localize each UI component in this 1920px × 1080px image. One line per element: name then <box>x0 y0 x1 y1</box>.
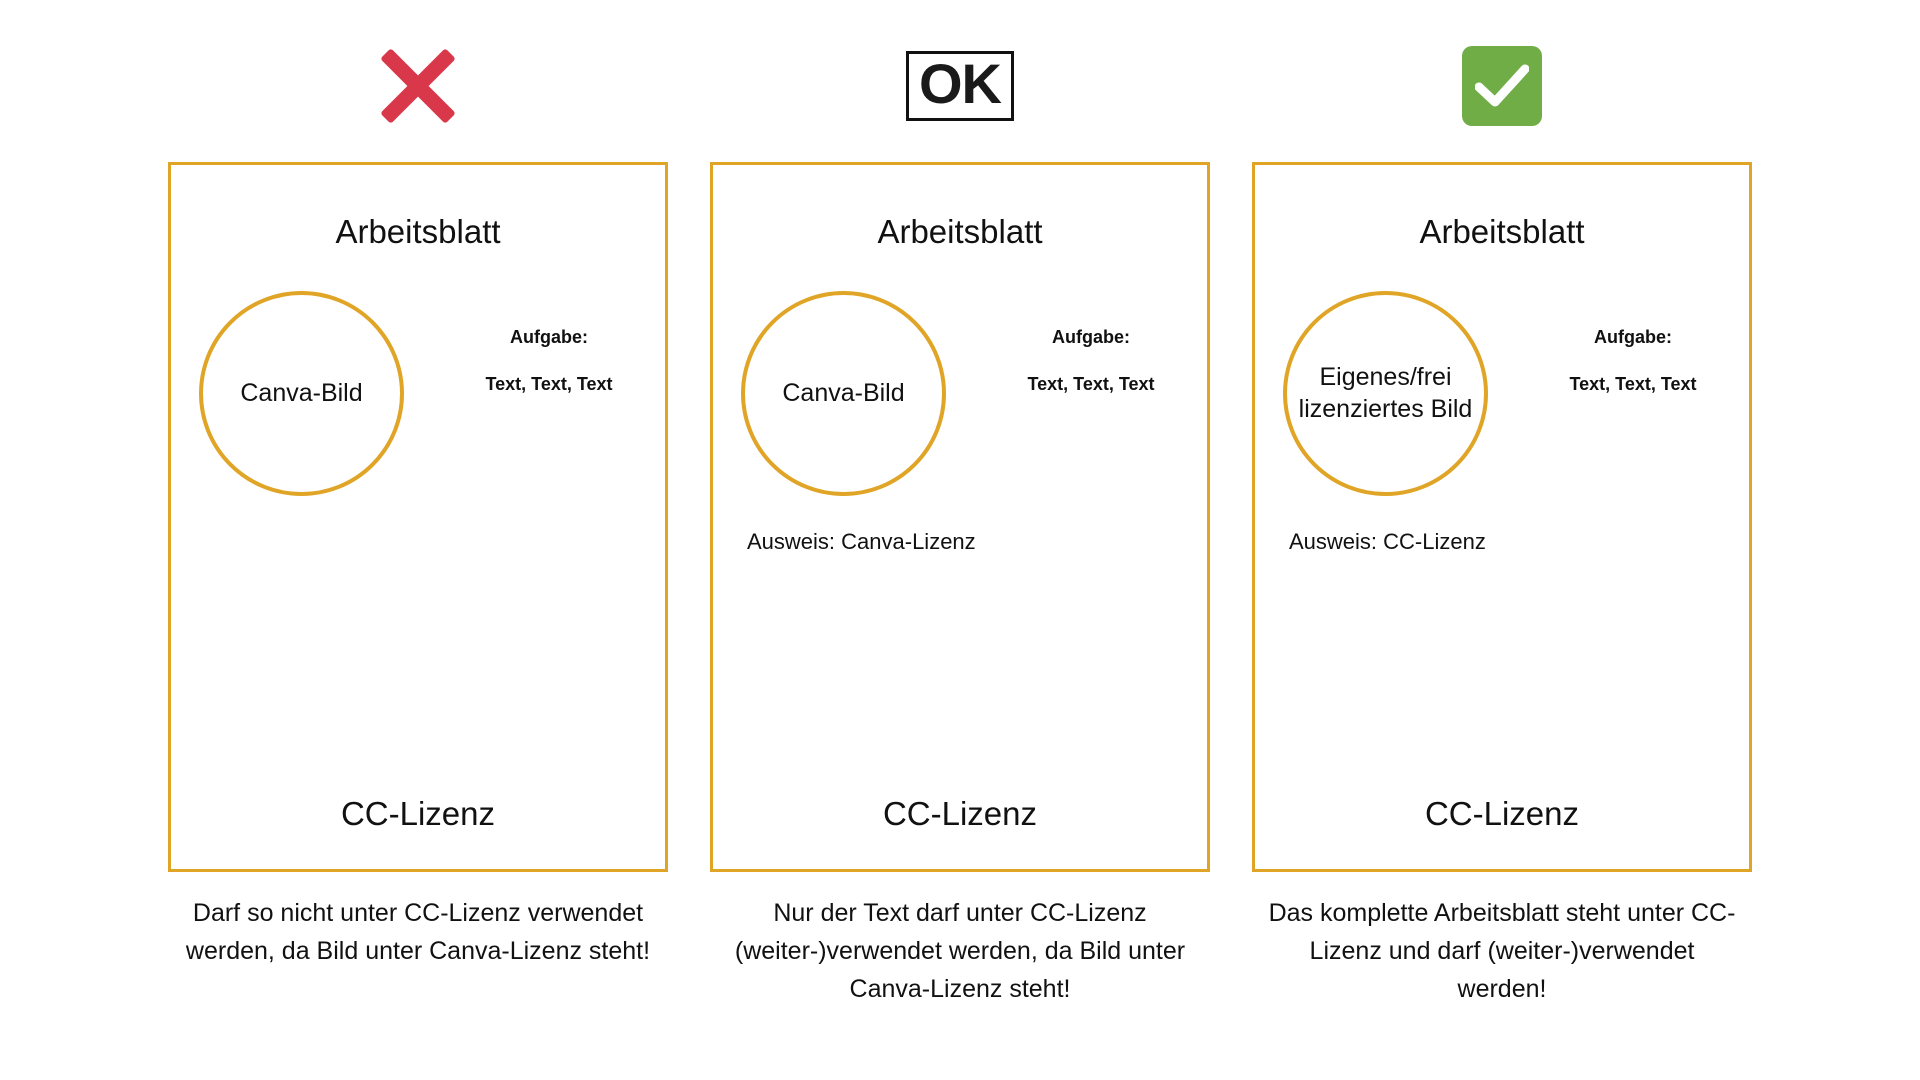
worksheet-footer-license: CC-Lizenz <box>340 795 496 832</box>
column-not-allowed <box>168 26 668 970</box>
worksheet-footer-license: CC-Lizenz <box>882 795 1038 832</box>
status-area <box>906 26 1014 146</box>
image-placeholder: Canva-Bild <box>741 291 946 496</box>
license-note: Ausweis: CC-Lizenz <box>1289 529 1486 554</box>
worksheet-footer-license: CC-Lizenz <box>1424 795 1580 832</box>
worksheet-card <box>168 162 668 872</box>
column-partially-allowed <box>710 26 1210 1008</box>
status-area <box>375 26 461 146</box>
worksheet-body <box>171 281 665 511</box>
image-placeholder: Canva-Bild <box>199 291 404 496</box>
worksheet-card <box>710 162 1210 872</box>
task-text: Text, Text, Text <box>485 374 613 394</box>
task-block <box>439 327 659 395</box>
check-icon <box>1462 46 1542 126</box>
caption: Darf so nicht unter CC-Lizenz verwendet werden, da Bild unter Canva-Lizenz steht! <box>185 899 651 965</box>
task-label: Aufgabe: <box>1594 327 1672 347</box>
caption: Nur der Text darf unter CC-Lizenz (weiter-)verwendet werden, da Bild unter Canva-Lizenz steht! <box>734 899 1186 1003</box>
worksheet-title: Arbeitsblatt <box>1419 213 1585 250</box>
task-block <box>981 327 1201 395</box>
license-note: Ausweis: Canva-Lizenz <box>747 529 976 554</box>
task-label: Aufgabe: <box>1052 327 1130 347</box>
column-allowed <box>1252 26 1752 1008</box>
image-placeholder: Eigenes/frei lizenziertes Bild <box>1283 291 1488 496</box>
cross-icon <box>375 43 461 129</box>
ok-box-icon: OK <box>906 51 1014 121</box>
status-area <box>1462 26 1542 146</box>
worksheet-body <box>713 281 1207 554</box>
task-block <box>1523 327 1743 395</box>
task-label: Aufgabe: <box>510 327 588 347</box>
caption: Das komplette Arbeitsblatt steht unter CC-Lizenz und darf (weiter-)verwendet werden! <box>1268 899 1736 1003</box>
task-text: Text, Text, Text <box>1569 374 1697 394</box>
task-text: Text, Text, Text <box>1027 374 1155 394</box>
worksheet-card <box>1252 162 1752 872</box>
worksheet-title: Arbeitsblatt <box>877 213 1043 250</box>
worksheet-title: Arbeitsblatt <box>335 213 501 250</box>
worksheet-body <box>1255 281 1749 554</box>
